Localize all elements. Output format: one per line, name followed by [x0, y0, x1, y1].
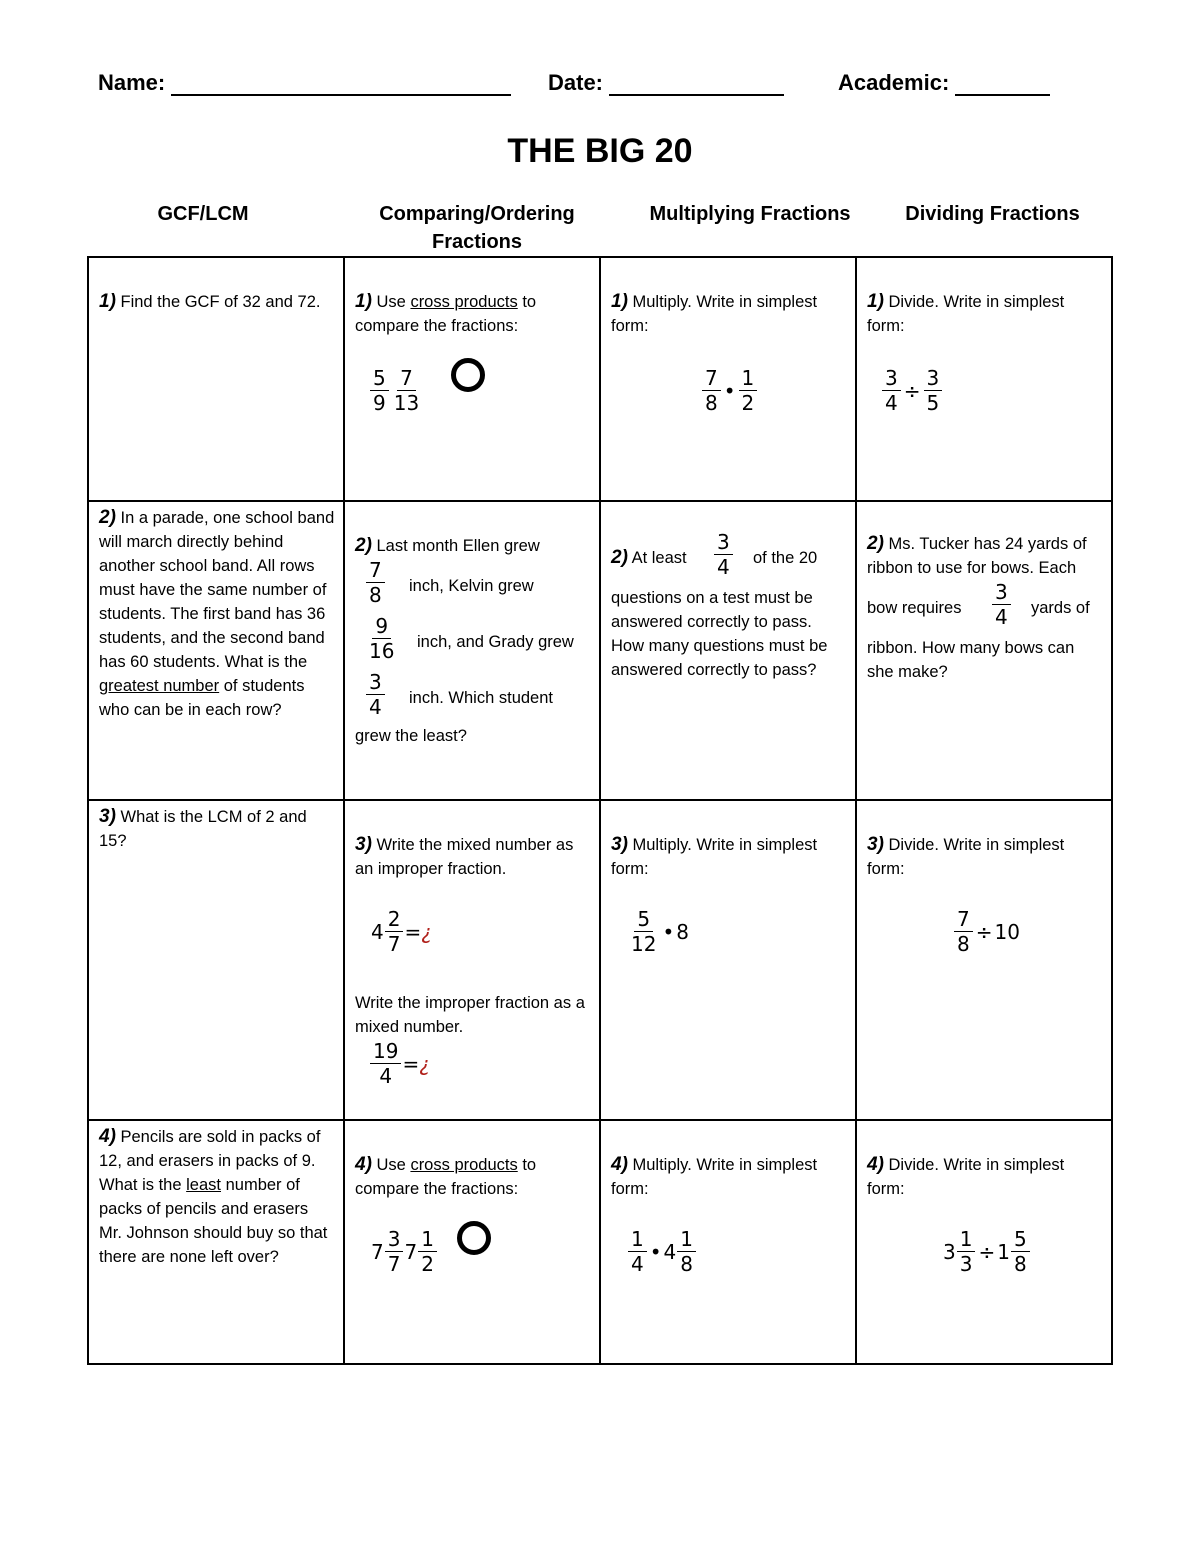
- problem-text: What is the LCM of 2 and 15?: [99, 808, 307, 850]
- problem-text: grew the least?: [355, 727, 467, 745]
- division-expression: $\frac{7}{8}$ ÷ 10: [953, 907, 1020, 956]
- fraction: 5 9: [370, 366, 389, 415]
- fraction: $\frac{3}{4}$: [882, 366, 901, 415]
- multiplication-expression: 5 12 • 8: [631, 907, 689, 956]
- mixed-to-improper-expression: 4 $\frac{2}{7}$ = ¿: [371, 907, 432, 956]
- cell-compare-2: [344, 501, 600, 800]
- table-row: [88, 257, 1112, 501]
- problem-text-post: of students who can be in each row?: [99, 677, 305, 719]
- problem-text: yards of: [1031, 599, 1090, 617]
- problem-text: inch, Kelvin grew: [409, 577, 534, 595]
- problem-text: Divide. Write in simplest form:: [867, 1156, 1065, 1198]
- problem-number: 1): [355, 291, 372, 312]
- problem-text: of the 20: [753, 549, 818, 567]
- academic-blank[interactable]: [955, 70, 1050, 96]
- page-title: THE BIG 20: [507, 132, 693, 170]
- fraction-comparison: [369, 366, 423, 415]
- date-blank[interactable]: [609, 70, 784, 96]
- fraction-grady: 3 4: [365, 670, 386, 719]
- table-row: [88, 800, 1112, 1120]
- problem-text: Last month Ellen grew: [376, 537, 540, 555]
- fraction-ellen: 7 8: [365, 558, 386, 607]
- problem-number: 1): [867, 291, 884, 312]
- problem-number: 3): [611, 834, 628, 855]
- cell-gcf-1: [88, 257, 344, 501]
- problem-text-post: number of packs of pencils and erasers Mr. Johnson should buy so that there are none left over?: [99, 1176, 328, 1266]
- column-heading-dividing: Dividing Fractions: [905, 203, 1080, 225]
- academic-field-group: [838, 70, 1050, 96]
- multiplication-expression: [701, 366, 758, 415]
- cell-divide-3: [856, 800, 1112, 1120]
- problem-text: Find the GCF of 32 and 72.: [120, 293, 321, 311]
- column-heading-multiplying: Multiplying Fractions: [649, 203, 851, 225]
- problem-text-pre: Use: [376, 1156, 406, 1174]
- fraction: 1 2: [739, 366, 758, 415]
- dot-operator: •: [723, 378, 736, 403]
- problem-text: Multiply. Write in simplest form:: [611, 293, 818, 335]
- problem-text: inch. Which student: [409, 689, 553, 707]
- table-row: [88, 501, 1112, 800]
- problem-number: 1): [99, 291, 116, 312]
- cell-gcf-2: [88, 501, 344, 800]
- problem-text: Multiply. Write in simplest form:: [611, 836, 818, 878]
- problems-table: [87, 256, 1113, 1365]
- fraction-kelvin: 9 16: [369, 614, 395, 663]
- problem-text-pre: Ms. Tucker has 24 yards of ribbon to use for bows. Each: [867, 535, 1087, 577]
- problem-text: Divide. Write in simplest form:: [867, 836, 1065, 878]
- cell-gcf-4: [88, 1120, 344, 1364]
- problem-number: 4): [99, 1126, 116, 1147]
- column-heading-comparing-line2: Fractions: [431, 231, 523, 253]
- problem-number: 3): [867, 834, 884, 855]
- cell-multiply-2: [600, 501, 856, 800]
- fraction: $\frac{3}{5}$: [924, 366, 943, 415]
- problem-number: 4): [867, 1154, 884, 1175]
- column-heading-gcf-lcm: GCF/LCM: [157, 203, 249, 225]
- mixed-fraction-comparison: 7 3 7 7 1 2: [371, 1227, 438, 1276]
- problem-number: 4): [355, 1154, 372, 1175]
- column-heading-comparing: [346, 200, 608, 256]
- problem-text-pre: Use: [376, 293, 406, 311]
- cell-compare-4: [344, 1120, 600, 1364]
- problem-text-post: to compare the fractions:: [355, 293, 537, 335]
- underlined-term: greatest number: [99, 677, 220, 695]
- comparison-circle[interactable]: [451, 358, 485, 392]
- problem-text: Multiply. Write in simplest form:: [611, 1156, 818, 1198]
- problem-text: ribbon. How many bows can she make?: [867, 639, 1075, 681]
- name-label: Name:: [98, 70, 166, 95]
- cell-compare-3: [344, 800, 600, 1120]
- fraction: 7 13: [393, 366, 420, 415]
- problem-number: 4): [611, 1154, 628, 1175]
- unknown-symbol: ¿: [419, 1051, 430, 1076]
- division-expression: 3 $\frac{1}{3}$ ÷ 1 5 8: [943, 1227, 1031, 1276]
- underlined-term: cross products: [410, 293, 518, 311]
- underlined-term: least: [186, 1176, 221, 1194]
- problem-number: 3): [99, 806, 116, 827]
- problem-number: 3): [355, 834, 372, 855]
- divide-operator: ÷: [903, 378, 921, 403]
- problem-number: 2): [867, 533, 884, 554]
- date-label: Date:: [548, 70, 604, 95]
- problem-text-pre: Pencils are sold in packs of 12, and erasers in packs of 9. What is the: [99, 1128, 321, 1194]
- problem-text: Write the improper fraction as a mixed number.: [355, 994, 585, 1036]
- column-heading-comparing-line1: Comparing/Ordering: [379, 203, 575, 225]
- underlined-term: cross products: [410, 1156, 518, 1174]
- problem-text: questions on a test must be answered correctly to pass. How many questions must be answered correctly to pass?: [611, 589, 828, 679]
- name-blank[interactable]: [171, 70, 511, 96]
- cell-multiply-3: [600, 800, 856, 1120]
- problem-number: 1): [611, 291, 628, 312]
- improper-to-mixed-expression: $\frac{19}{4}$ = ¿: [369, 1039, 430, 1088]
- problem-text-pre: In a parade, one school band will march directly behind another school band. All rows must have the same number of students. The first band has 36 students, and the second band has 60 students. What is the: [99, 509, 335, 671]
- problem-text-post: to compare the fractions:: [355, 1156, 537, 1198]
- problem-number: 2): [611, 547, 628, 568]
- date-field-group: [548, 70, 784, 96]
- cell-multiply-4: [600, 1120, 856, 1364]
- cell-divide-1: [856, 257, 1112, 501]
- cell-gcf-3: [88, 800, 344, 1120]
- division-expression: [881, 366, 943, 415]
- cell-divide-4: [856, 1120, 1112, 1364]
- multiplication-expression: 1 4 • 4 1 8: [627, 1227, 697, 1276]
- problem-text: Divide. Write in simplest form:: [867, 293, 1065, 335]
- academic-label: Academic:: [838, 70, 950, 95]
- fraction: 3 4: [991, 580, 1012, 629]
- cell-multiply-1: [600, 257, 856, 501]
- fraction: 3 4: [713, 530, 734, 579]
- cell-compare-1: [344, 257, 600, 501]
- fraction: 7 8: [702, 366, 721, 415]
- comparison-circle[interactable]: [457, 1221, 491, 1255]
- table-row: [88, 1120, 1112, 1364]
- problem-text: inch, and Grady grew: [417, 633, 574, 651]
- problem-number: 2): [99, 507, 116, 528]
- cell-divide-2: [856, 501, 1112, 800]
- problem-text-pre: At least: [631, 549, 687, 567]
- problem-text: bow requires: [867, 599, 962, 617]
- name-field-group: [98, 70, 511, 96]
- problem-number: 2): [355, 535, 372, 556]
- problem-text: Write the mixed number as an improper fraction.: [355, 836, 574, 878]
- unknown-symbol: ¿: [421, 919, 432, 944]
